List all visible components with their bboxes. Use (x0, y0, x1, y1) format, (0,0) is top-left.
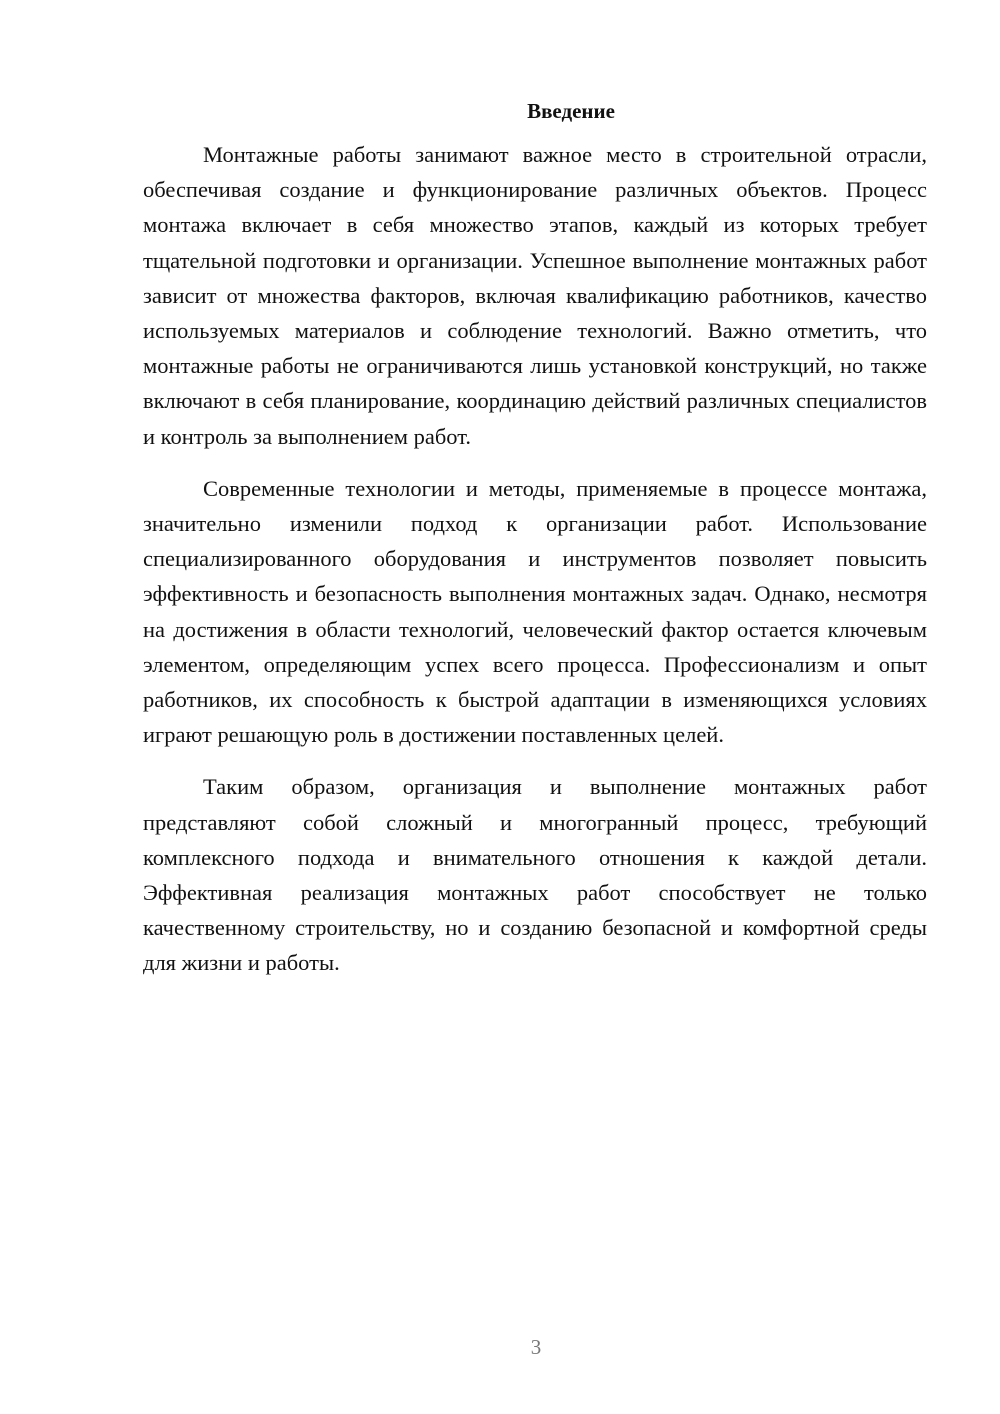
paragraph-2: Современные технологии и методы, применяемые в процессе монтажа, значительно изменили подход к организации работ. Использование специализированного оборудования и инструментов позволяет повысить эффективность и безопасность выполнения монтажных задач. Однако, несмотря на достижения в области технологий, человеческий фактор остается ключевым элементом, определяющим успех всего процесса. Профессионализм и опыт работников, их способность к быстрой адаптации в изменяющихся условиях играют решающую роль в достижении поставленных целей. (143, 475, 927, 748)
section-heading: Введение (527, 99, 615, 123)
page-content (143, 96, 927, 981)
paragraph-3: Таким образом, организация и выполнение монтажных работ представляют собой сложный и многогранный процесс, требующий комплексного подхода и внимательного отношения к каждой детали. Эффективная реализация монтажных работ способствует не только качественному строительству, но и созданию безопасной и комфортной среды для жизни и работы. (143, 774, 927, 976)
paragraph-1: Монтажные работы занимают важное место в строительной отрасли, обеспечивая создание и функционирование различных объектов. Процесс монтажа включает в себя множество этапов, каждый из которых требует тщательной подготовки и организации. Успешное выполнение монтажных работ зависит от множества факторов, включая квалификацию работников, качество используемых материалов и соблюдение технологий. Важно отметить, что монтажные работы не ограничиваются лишь установкой конструкций, но также включают в себя планирование, координацию действий различных специалистов и контроль за выполнением работ. (143, 142, 927, 449)
page-number: 3 (530, 1335, 542, 1359)
